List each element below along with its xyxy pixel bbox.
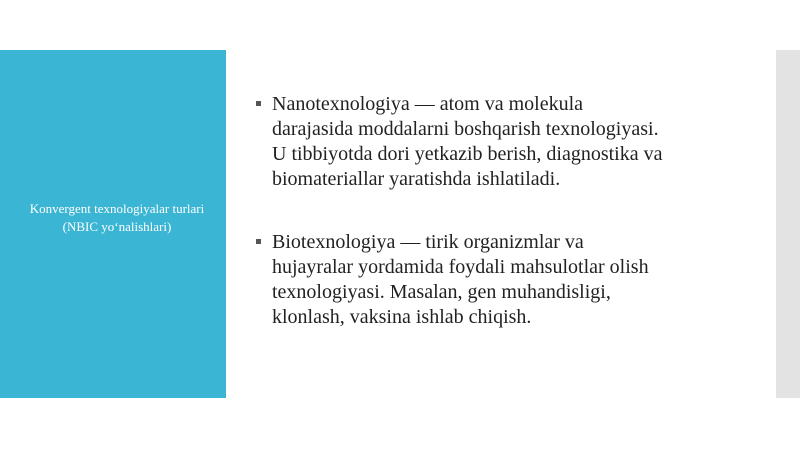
bullet-text: Biotexnologiya — tirik organizmlar va hujayralar yordamida foydali mahsulotlar olish texnologiyasi. Masalan, gen muhandisligi, klonlash, vaksina ishlab chiqish.	[272, 231, 649, 328]
bullet-biotech	[256, 230, 756, 330]
right-accent-bar	[776, 50, 800, 398]
bullet-list	[256, 92, 756, 330]
bullet-nanotech	[256, 92, 756, 192]
bullet-square-icon	[256, 101, 261, 106]
bullet-text: Nanotexnologiya — atom va molekula darajasida moddalarni boshqarish texnologiyasi. U tibbiyotda dori yetkazib berish, diagnostika va biomateriallar yaratishda ishlatiladi.	[272, 93, 663, 190]
side-title: Konvergent texnologiyalar turlari (NBIC yo‘nalishlari)	[29, 201, 205, 234]
bullet-square-icon	[256, 239, 261, 244]
side-panel	[0, 50, 226, 398]
